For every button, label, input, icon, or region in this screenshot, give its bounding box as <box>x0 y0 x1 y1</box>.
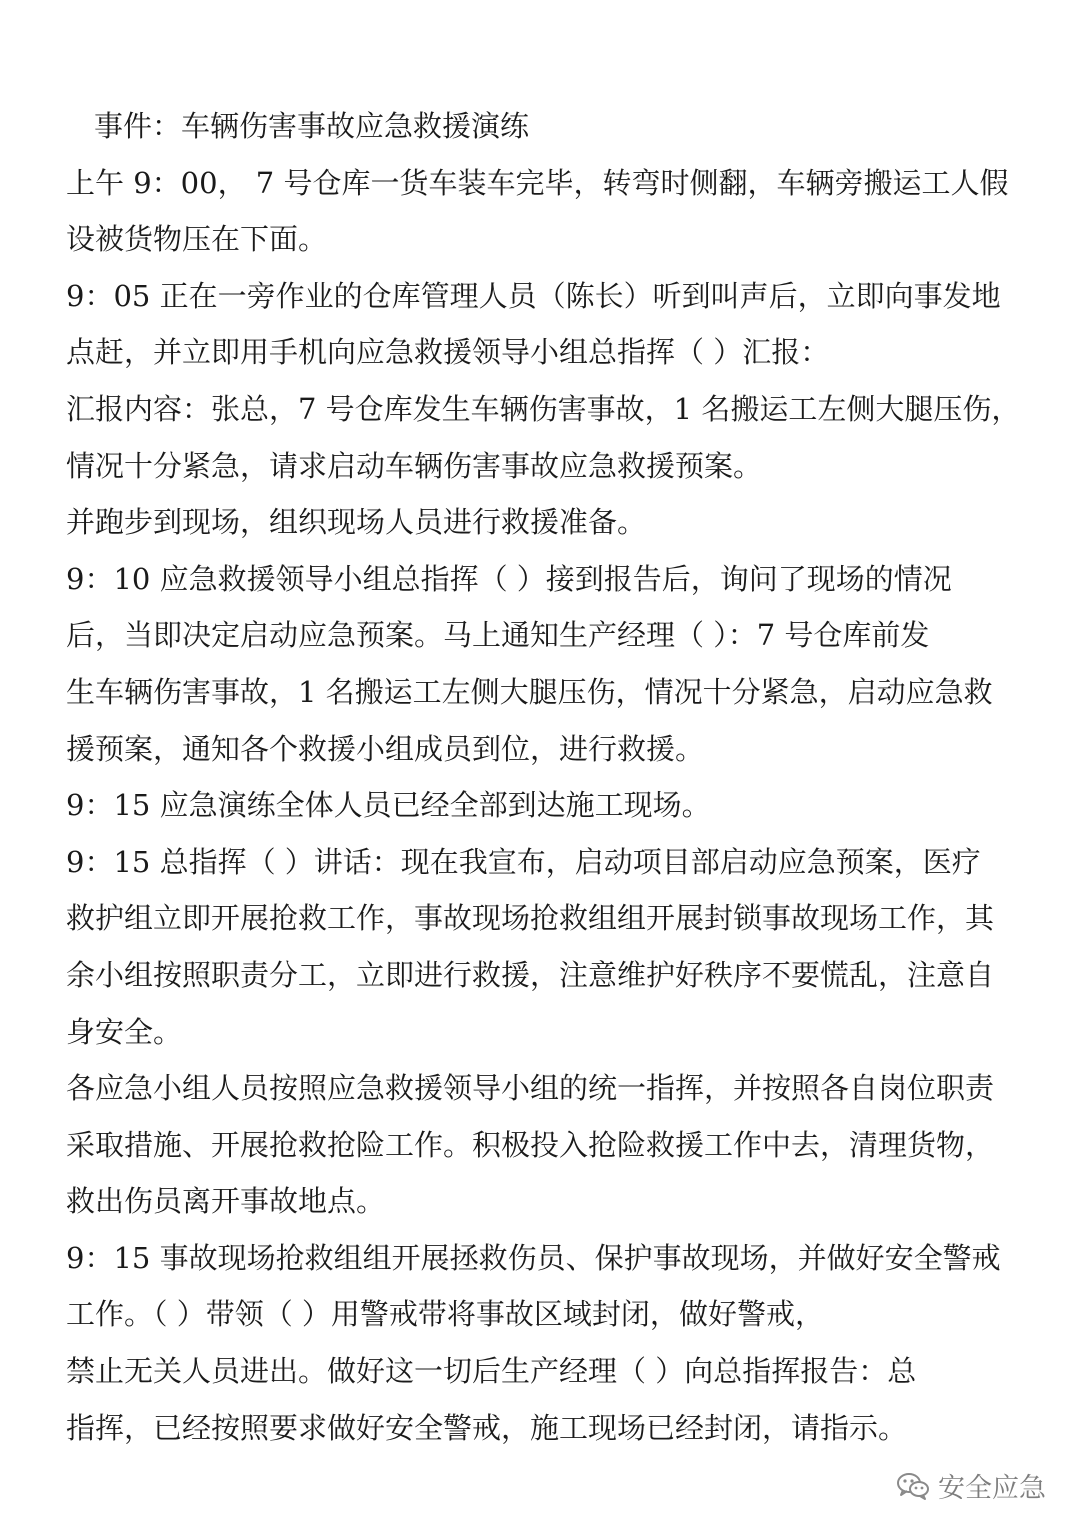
document-line: 9：15 应急演练全体人员已经全部到达施工现场。 <box>66 788 711 823</box>
document-line: 生车辆伤害事故，1 名搬运工左侧大腿压伤，情况十分紧急，启动应急救 <box>66 674 993 709</box>
document-line: 汇报内容：张总，7 号仓库发生车辆伤害事故，1 名搬运工左侧大腿压伤， <box>66 391 1021 426</box>
watermark <box>896 1466 1046 1505</box>
document-line: 9：15 总指挥（ ）讲话：现在我宣布，启动项目部启动应急预案，医疗 <box>66 844 981 879</box>
document-line: 援预案，通知各个救援小组成员到位，进行救援。 <box>66 731 705 766</box>
document-line: 各应急小组人员按照应急救援领导小组的统一指挥，并按照各自岗位职责 <box>66 1071 995 1106</box>
document-line: 9：10 应急救援领导小组总指挥（ ）接到报告后，询问了现场的情况 <box>66 561 952 596</box>
document-line: 救护组立即开展抢救工作，事故现场抢救组组开展封锁事故现场工作，其 <box>66 901 995 936</box>
document-line: 禁止无关人员进出。做好这一切后生产经理（ ）向总指挥报告：总 <box>66 1354 917 1389</box>
watermark-label: 安全应急 <box>938 1473 1046 1504</box>
document-line: 设被货物压在下面。 <box>66 222 328 257</box>
document-line: 救出伤员离开事故地点。 <box>66 1184 386 1219</box>
document-line: 上午 9：00， 7 号仓库一货车装车完毕，转弯时侧翻，车辆旁搬运工人假 <box>66 165 1009 200</box>
document-body <box>66 98 1026 1456</box>
document-line: 9：15 事故现场抢救组组开展拯救伤员、保护事故现场，并做好安全警戒 <box>66 1240 1001 1275</box>
document-line: 身安全。 <box>66 1014 183 1049</box>
document-line: 采取措施、开展抢救抢险工作。积极投入抢险救援工作中去，清理货物， <box>66 1127 995 1162</box>
document-title: 事件：车辆伤害事故应急救援演练 <box>94 109 530 143</box>
wechat-icon <box>896 1471 930 1501</box>
document-line: 点赶，并立即用手机向应急救援领导小组总指挥（ ）汇报： <box>66 335 830 370</box>
document-line: 后，当即决定启动应急预案。马上通知生产经理（ ）：7 号仓库前发 <box>66 618 930 653</box>
document-line: 指挥，已经按照要求做好安全警戒，施工现场已经封闭，请指示。 <box>66 1410 908 1445</box>
document-line: 情况十分紧急，请求启动车辆伤害事故应急救援预案。 <box>66 448 763 483</box>
document-line: 余小组按照职责分工，立即进行救援，注意维护好秩序不要慌乱，注意自 <box>66 957 995 992</box>
document-line: 并跑步到现场，组织现场人员进行救援准备。 <box>66 505 647 540</box>
document-line: 9：05 正在一旁作业的仓库管理人员（陈长）听到叫声后，立即向事发地 <box>66 278 1001 313</box>
document-line: 工作。（ ）带领（ ）用警戒带将事故区域封闭，做好警戒， <box>66 1297 824 1332</box>
